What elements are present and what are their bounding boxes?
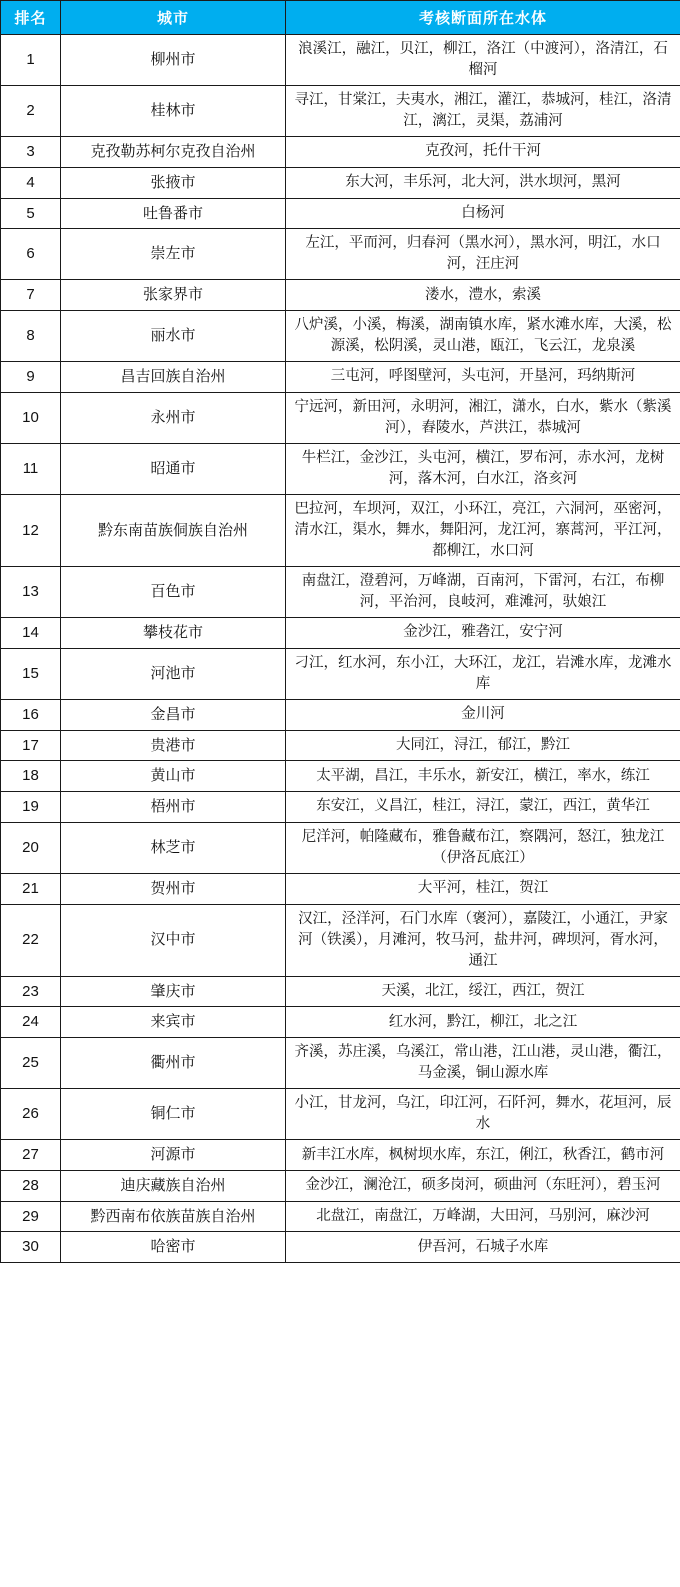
cell-rank: 22 xyxy=(1,904,61,976)
cell-water-body: 寻江，甘棠江，夫夷水，湘江，灌江，恭城河，桂江，洛清江，漓江，灵渠，荔浦河 xyxy=(286,86,680,137)
cell-city: 百色市 xyxy=(61,566,286,617)
table-row xyxy=(1,198,680,229)
cell-city: 河池市 xyxy=(61,648,286,699)
table-row xyxy=(1,1140,680,1171)
cell-city: 吐鲁番市 xyxy=(61,198,286,229)
table-body xyxy=(1,35,680,1263)
cell-rank: 13 xyxy=(1,566,61,617)
cell-water-body: 巴拉河，车坝河，双江，小环江，亮江，六洞河，巫密河，清水江，渠水，舞水，舞阳河，龙江河，寨蒿河，平江河，都柳江，水口河 xyxy=(286,494,680,566)
cell-rank: 4 xyxy=(1,167,61,198)
cell-city: 铜仁市 xyxy=(61,1089,286,1140)
cell-city: 黔西南布依族苗族自治州 xyxy=(61,1201,286,1232)
column-header-city: 城市 xyxy=(61,1,286,35)
table-row xyxy=(1,1038,680,1089)
table-row xyxy=(1,137,680,168)
cell-water-body: 北盘江，南盘江，万峰湖，大田河，马别河，麻沙河 xyxy=(286,1201,680,1232)
cell-city: 桂林市 xyxy=(61,86,286,137)
cell-water-body: 浪溪江，融江，贝江，柳江，洛江（中渡河），洛清江，石榴河 xyxy=(286,35,680,86)
cell-water-body: 溇水，澧水，索溪 xyxy=(286,280,680,311)
cell-rank: 10 xyxy=(1,392,61,443)
cell-rank: 17 xyxy=(1,730,61,761)
cell-water-body: 牛栏江，金沙江，头屯河，横江，罗布河，赤水河，龙树河，落木河，白水江，洛亥河 xyxy=(286,443,680,494)
cell-rank: 3 xyxy=(1,137,61,168)
cell-city: 肇庆市 xyxy=(61,976,286,1007)
table-row xyxy=(1,392,680,443)
cell-water-body: 大平河，桂江，贺江 xyxy=(286,873,680,904)
cell-water-body: 南盘江，澄碧河，万峰湖，百南河，下雷河，右江，布柳河，平治河，良岐河，难滩河，驮娘江 xyxy=(286,566,680,617)
cell-water-body: 红水河，黔江，柳江，北之江 xyxy=(286,1007,680,1038)
table-row xyxy=(1,1089,680,1140)
cell-water-body: 刁江，红水河，东小江，大环江，龙江，岩滩水库，龙滩水库 xyxy=(286,648,680,699)
cell-city: 林芝市 xyxy=(61,822,286,873)
cell-rank: 21 xyxy=(1,873,61,904)
cell-city: 黄山市 xyxy=(61,761,286,792)
table-row xyxy=(1,35,680,86)
cell-rank: 5 xyxy=(1,198,61,229)
cell-water-body: 大同江，浔江，郁江，黔江 xyxy=(286,730,680,761)
cell-city: 衢州市 xyxy=(61,1038,286,1089)
cell-water-body: 金川河 xyxy=(286,699,680,730)
table-row xyxy=(1,229,680,280)
table-row xyxy=(1,761,680,792)
cell-city: 永州市 xyxy=(61,392,286,443)
cell-rank: 1 xyxy=(1,35,61,86)
table-row xyxy=(1,1201,680,1232)
cell-rank: 29 xyxy=(1,1201,61,1232)
cell-city: 黔东南苗族侗族自治州 xyxy=(61,494,286,566)
table-row xyxy=(1,167,680,198)
cell-city: 梧州市 xyxy=(61,792,286,823)
cell-water-body: 左江，平而河，归春河（黑水河），黑水河，明江，水口河，汪庄河 xyxy=(286,229,680,280)
cell-water-body: 金沙江，澜沧江，硕多岗河，硕曲河（东旺河），碧玉河 xyxy=(286,1170,680,1201)
cell-rank: 23 xyxy=(1,976,61,1007)
cell-water-body: 新丰江水库，枫树坝水库，东江，俐江，秋香江，鹤市河 xyxy=(286,1140,680,1171)
cell-city: 贺州市 xyxy=(61,873,286,904)
table-row xyxy=(1,280,680,311)
table-row xyxy=(1,730,680,761)
table-row xyxy=(1,494,680,566)
cell-city: 张家界市 xyxy=(61,280,286,311)
cell-water-body: 宁远河，新田河，永明河，湘江，潇水，白水，紫水（紫溪河），舂陵水，芦洪江，恭城河 xyxy=(286,392,680,443)
cell-city: 克孜勒苏柯尔克孜自治州 xyxy=(61,137,286,168)
cell-water-body: 汉江，泾洋河，石门水库（褒河），嘉陵江，小通江，尹家河（铁溪），月滩河，牧马河，盐井河，碑坝河，胥水河，通江 xyxy=(286,904,680,976)
table-row xyxy=(1,699,680,730)
cell-water-body: 三屯河，呼图壁河，头屯河，开垦河，玛纳斯河 xyxy=(286,362,680,393)
cell-city: 昌吉回族自治州 xyxy=(61,362,286,393)
cell-water-body: 天溪，北江，绥江，西江，贺江 xyxy=(286,976,680,1007)
cell-rank: 18 xyxy=(1,761,61,792)
table-row xyxy=(1,976,680,1007)
cell-rank: 9 xyxy=(1,362,61,393)
table-row xyxy=(1,443,680,494)
cell-rank: 25 xyxy=(1,1038,61,1089)
cell-city: 柳州市 xyxy=(61,35,286,86)
table-row xyxy=(1,618,680,649)
table-row xyxy=(1,1232,680,1263)
cell-water-body: 东安江，义昌江，桂江，浔江，蒙江，西江，黄华江 xyxy=(286,792,680,823)
table-row xyxy=(1,566,680,617)
cell-city: 来宾市 xyxy=(61,1007,286,1038)
cell-city: 攀枝花市 xyxy=(61,618,286,649)
cell-rank: 8 xyxy=(1,311,61,362)
cell-rank: 2 xyxy=(1,86,61,137)
cell-water-body: 小江，甘龙河，乌江，印江河，石阡河，舞水，花垣河，辰水 xyxy=(286,1089,680,1140)
cell-city: 贵港市 xyxy=(61,730,286,761)
cell-rank: 16 xyxy=(1,699,61,730)
cell-water-body: 八炉溪，小溪，梅溪，湖南镇水库，紧水滩水库，大溪，松源溪，松阴溪，灵山港，瓯江，飞云江，龙泉溪 xyxy=(286,311,680,362)
cell-rank: 30 xyxy=(1,1232,61,1263)
cell-city: 昭通市 xyxy=(61,443,286,494)
cell-rank: 20 xyxy=(1,822,61,873)
cell-city: 崇左市 xyxy=(61,229,286,280)
cell-water-body: 伊吾河，石城子水库 xyxy=(286,1232,680,1263)
cell-city: 汉中市 xyxy=(61,904,286,976)
cell-water-body: 太平湖，昌江，丰乐水，新安江，横江，率水，练江 xyxy=(286,761,680,792)
column-header-rank: 排名 xyxy=(1,1,61,35)
table-row xyxy=(1,904,680,976)
table-row xyxy=(1,1170,680,1201)
table-row xyxy=(1,648,680,699)
cell-rank: 24 xyxy=(1,1007,61,1038)
table-row xyxy=(1,311,680,362)
cell-rank: 28 xyxy=(1,1170,61,1201)
cell-rank: 14 xyxy=(1,618,61,649)
table-row xyxy=(1,792,680,823)
cell-rank: 11 xyxy=(1,443,61,494)
table-row xyxy=(1,822,680,873)
table-row xyxy=(1,362,680,393)
cell-water-body: 白杨河 xyxy=(286,198,680,229)
cell-city: 哈密市 xyxy=(61,1232,286,1263)
cell-rank: 27 xyxy=(1,1140,61,1171)
cell-rank: 15 xyxy=(1,648,61,699)
cell-water-body: 克孜河，托什干河 xyxy=(286,137,680,168)
cell-city: 张掖市 xyxy=(61,167,286,198)
table-header xyxy=(1,1,680,35)
table-row xyxy=(1,86,680,137)
cell-city: 迪庆藏族自治州 xyxy=(61,1170,286,1201)
cell-rank: 12 xyxy=(1,494,61,566)
cell-water-body: 东大河，丰乐河，北大河，洪水坝河，黑河 xyxy=(286,167,680,198)
cell-rank: 26 xyxy=(1,1089,61,1140)
cell-city: 河源市 xyxy=(61,1140,286,1171)
cell-rank: 6 xyxy=(1,229,61,280)
cell-city: 金昌市 xyxy=(61,699,286,730)
table-header-row xyxy=(1,1,680,35)
table-row xyxy=(1,873,680,904)
cell-water-body: 尼洋河，帕隆藏布，雅鲁藏布江，察隅河，怒江，独龙江（伊洛瓦底江） xyxy=(286,822,680,873)
column-header-water-body: 考核断面所在水体 xyxy=(286,1,680,35)
table-row xyxy=(1,1007,680,1038)
cell-rank: 19 xyxy=(1,792,61,823)
cell-water-body: 齐溪，苏庄溪，乌溪江，常山港，江山港，灵山港，衢江，马金溪，铜山源水库 xyxy=(286,1038,680,1089)
cell-city: 丽水市 xyxy=(61,311,286,362)
cell-water-body: 金沙江，雅砻江，安宁河 xyxy=(286,618,680,649)
cell-rank: 7 xyxy=(1,280,61,311)
